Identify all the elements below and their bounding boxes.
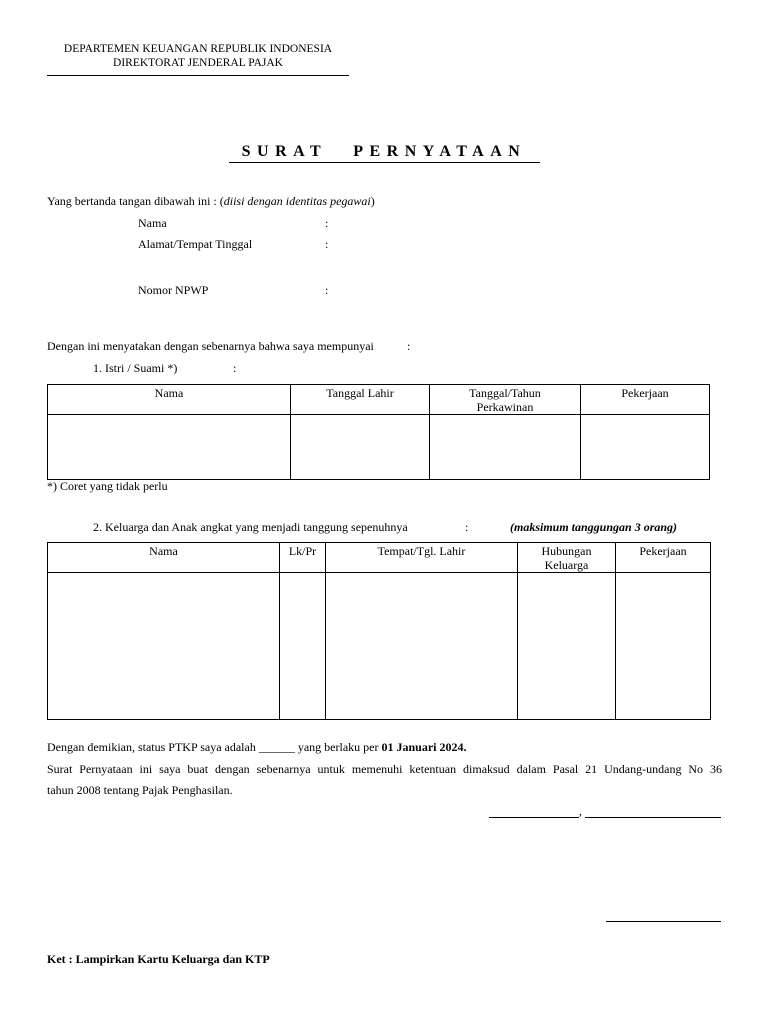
spouse-table-header-row [48,385,710,415]
family-table-row [48,573,711,720]
family-table [47,542,711,720]
spouse-table-row [48,415,710,480]
spouse-col-tanggal-lahir: Tanggal Lahir [291,385,430,415]
spouse-cell-perkawinan[interactable] [430,415,581,480]
place-date-comma: , [579,804,582,818]
spouse-cell-pekerjaan[interactable] [581,415,710,480]
family-col-tempat-tgl-lahir: Tempat/Tgl. Lahir [326,543,518,573]
ptkp-mid: yang berlaku per [297,740,379,754]
spouse-col-nama: Nama [48,385,291,415]
title-word-2: PERNYATAAN [353,143,527,160]
family-col-nama: Nama [48,543,280,573]
document-title [0,143,768,161]
spouse-cell-tanggal-lahir[interactable] [291,415,430,480]
directorate-name: DIREKTORAT JENDERAL PAJAK [113,57,283,69]
family-table-header-row [48,543,711,573]
section2-label: 2. Keluarga dan Anak angkat yang menjadi tanggung sepenuhnya [93,520,408,534]
intro-italic-note: diisi dengan identitas pegawai [223,194,371,208]
section1-colon: : [233,361,237,375]
title-word-1: SURAT [241,143,328,160]
department-name: DEPARTEMEN KEUANGAN REPUBLIK INDONESIA [63,43,333,55]
field-colon-nama: : [325,216,329,230]
ptkp-statement [47,740,467,755]
family-cell-hubungan[interactable] [518,573,616,720]
field-label-npwp: Nomor NPWP [138,283,209,297]
place-blank-line[interactable] [489,817,579,818]
family-cell-tempat-tgl-lahir[interactable] [326,573,518,720]
ptkp-date: 01 Januari 2024. [381,740,467,754]
intro-text: Yang bertanda tangan dibawah ini : ( [47,194,224,208]
section1-footnote: *) Coret yang tidak perlu [47,479,168,493]
spouse-cell-nama[interactable] [48,415,291,480]
signature-line[interactable] [606,921,721,922]
declaration-text: Dengan ini menyatakan dengan sebenarnya bahwa saya mempunyai [47,339,374,353]
spouse-table [47,384,710,480]
spouse-col-perkawinan [430,385,581,415]
family-cell-pekerjaan[interactable] [616,573,711,720]
statement-line1: Surat Pernyataan ini saya buat dengan sebenarnya untuk memenuhi ketentuan dimaksud dalam Pasal 21 Undang-undang No 36 [47,762,722,776]
spouse-col-pekerjaan: Pekerjaan [581,385,710,415]
section2-colon: : [465,520,469,534]
family-col-lkpr: Lk/Pr [280,543,326,573]
intro-close: ) [370,194,375,208]
spouse-col-perkawinan-label: Tanggal/Tahun Perkawinan [469,386,541,414]
ptkp-prefix: Dengan demikian, status PTKP saya adalah [47,740,256,754]
intro-line [47,194,375,209]
section1-label: 1. Istri / Suami *) [93,361,178,375]
field-colon-alamat: : [325,237,329,251]
field-label-nama: Nama [138,216,167,230]
ptkp-blank[interactable]: ______ [258,740,295,754]
date-blank-line[interactable] [585,817,721,818]
field-label-alamat: Alamat/Tempat Tinggal [138,237,253,251]
family-col-hubungan [518,543,616,573]
statement-line2: tahun 2008 tentang Pajak Penghasilan. [47,783,233,797]
section2-note: (maksimum tanggungan 3 orang) [510,520,678,534]
title-underline [229,162,540,163]
family-cell-nama[interactable] [48,573,280,720]
declaration-colon: : [407,339,411,353]
footer-note: Ket : Lampirkan Kartu Keluarga dan KTP [47,952,270,966]
header-divider [47,75,349,76]
family-col-hubungan-label: Hubungan Keluarga [541,544,592,572]
family-cell-lkpr[interactable] [280,573,326,720]
family-col-pekerjaan: Pekerjaan [616,543,711,573]
field-colon-npwp: : [325,283,329,297]
